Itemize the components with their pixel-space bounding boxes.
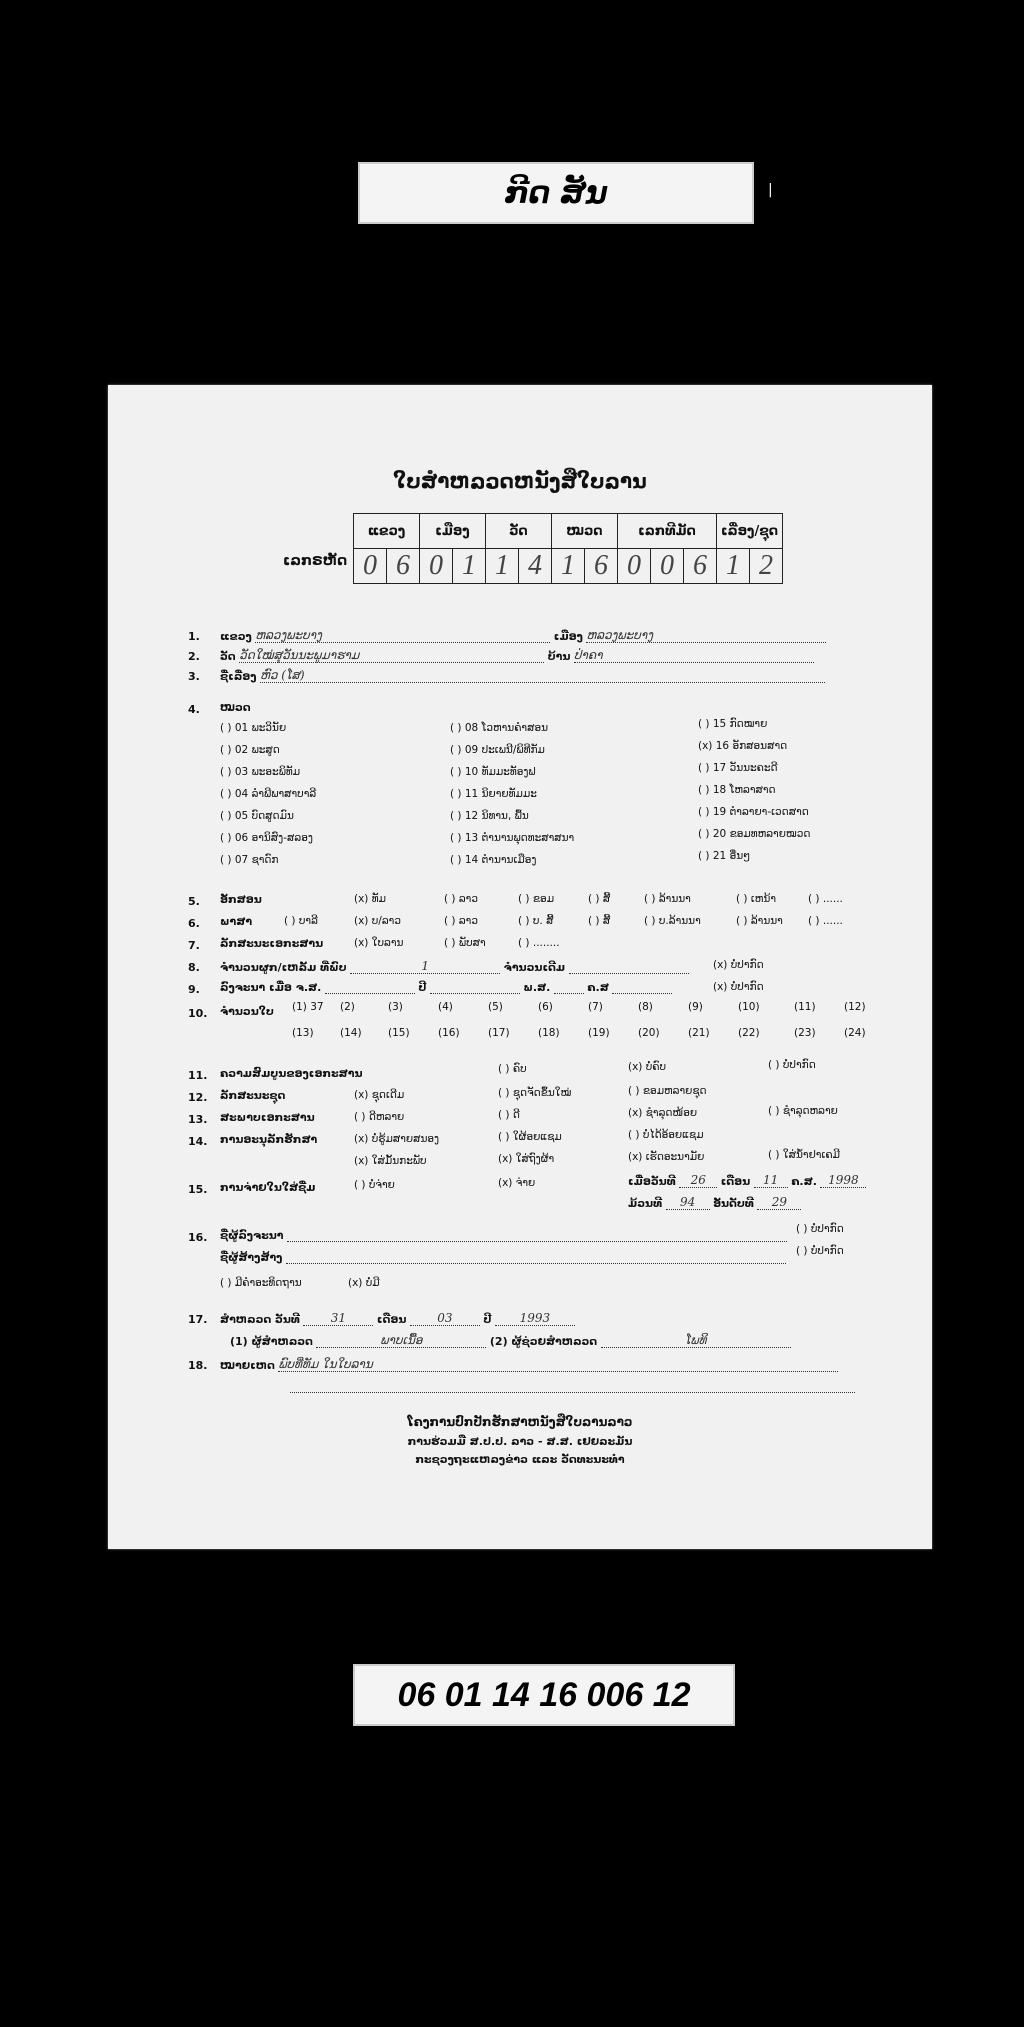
field-number: 12. [188,1091,208,1104]
field-value: 31 [303,1311,373,1326]
script-option: (x) ທັມ [354,893,386,905]
leaf-count-cell: (13) [292,1027,314,1039]
registration-table [353,513,783,584]
leaf-count-cell: (11) [794,1001,816,1013]
language-option: ( ) ບາລີ [284,915,318,927]
reg-digit: 1 [486,549,519,584]
leaf-count-cell: (7) [588,1001,603,1013]
language-option: ( ) ສີ້ [588,915,611,927]
not-shown-option: (x) ບໍ່ປາກົດ [713,981,764,993]
conservation-option: (x) ໃສ່ມັ້ນກະພັບ [354,1155,427,1167]
field-label: ພາສາ [220,915,253,928]
reg-digit: 0 [354,549,387,584]
category-option: ( ) 13 ຕຳນານພຸດທະສາສນາ [450,832,575,844]
category-option: (x) 16 ອັກສອນສາດ [698,740,788,752]
field-value: ຫົວ (ໂສ) [260,668,825,683]
field-number: 14. [188,1135,208,1148]
reg-header-province: ແຂວງ [354,514,420,549]
leaf-count-cell: (1) 37 [292,1001,324,1013]
field-value: ຫລວງພະບາງ [255,628,550,643]
field-label: ອັກສອນ [220,893,262,906]
field-number: 16. [188,1231,208,1244]
field-number: 6. [188,917,200,930]
leaf-count-cell: (16) [438,1027,460,1039]
field-number: 15. [188,1183,208,1196]
field-label: ຈຳນວນເດີມ [503,961,566,974]
field-value: ຫລວງພະບາງ [586,628,826,643]
field-label: ຊື່ເລື່ອງ [220,670,257,683]
leaf-count-cell: (3) [388,1001,403,1013]
prayer-option: ( ) ມີຄຳອະທິດຖານ [220,1277,302,1289]
leaf-count-cell: (9) [688,1001,703,1013]
corner-mark: | [768,182,773,198]
field-number: 1. [188,630,200,643]
field-value: ພົບທີ່ທັມ ໃນໃບລານ [278,1357,838,1372]
leaf-count-cell: (6) [538,1001,553,1013]
not-shown-option: (x) ບໍ່ປາກົດ [713,959,764,971]
field-label: ສຳຫລວດ ວັນທີ [220,1313,300,1326]
field-blank [430,993,520,994]
script-option: ( ) ...... [808,893,843,905]
field-label: ເມືອງ [553,630,583,643]
field-label: ຄວາມສົມບູນຂອງເອກະສານ [220,1067,363,1080]
field-sponsor [220,1251,786,1264]
field-written-date [220,981,672,994]
leaf-count-cell: (10) [738,1001,760,1013]
field-label: ຄ.ສ [587,981,609,994]
field-value: ວັດໃໝ່ສຸວັນນະພູມາຮາມ [239,648,544,663]
reg-header-category: ໝວດ [552,514,618,549]
field-value: 1993 [495,1311,575,1326]
completeness-option: ( ) ຄົບ [498,1063,527,1075]
category-option: ( ) 05 ບົດສູດມົນ [220,810,294,822]
prayer-option: (x) ບໍ່ມີ [348,1277,380,1289]
reg-digit: 1 [717,549,750,584]
category-option: ( ) 03 ພະອະພິທັມ [220,766,301,778]
reg-header-district: ເມືອງ [420,514,486,549]
category-option: ( ) 07 ຊາດົກ [220,854,279,866]
field-title [220,668,825,683]
conservation-option: ( ) ໃສ່ນ້ຳຢາເຄມີ [768,1149,840,1161]
field-value: 1 [350,959,500,974]
surveyors [230,1333,791,1348]
reg-header-bundle: ເລກທີມັດ [618,514,717,549]
form-title: ໃບສຳຫລວດຫນັງສືໃບລານ [393,469,647,493]
leaf-count-cell: (12) [844,1001,866,1013]
field-label: ແຂວງ [220,630,252,643]
field-number: 10. [188,1007,208,1020]
leaf-count-cell: (23) [794,1027,816,1039]
survey-form-sheet [108,385,932,1549]
reg-digit: 0 [651,549,684,584]
document-type-option: ( ) ........ [518,937,560,949]
leaf-count-cell: (19) [588,1027,610,1039]
category-option: ( ) 20 ຂອມທຫລາຍໝວດ [698,828,811,840]
footer-project: ໂຄງການປົກປັກຮັກສາຫນັງສືໃບລານລາວ [407,1415,633,1429]
category-option: ( ) 21 ອື່ນໆ [698,850,751,862]
field-number: 5. [188,895,200,908]
microfilm-date [628,1173,866,1188]
condition-option: ( ) ຊຳລຸດຫລາຍ [768,1105,838,1117]
field-label: ສະພາບເອກະສານ [220,1111,315,1124]
registration-code-label: 06 01 14 16 006 12 [353,1664,735,1726]
leaf-count-cell: (8) [638,1001,653,1013]
field-label: ປີ [483,1313,492,1326]
leaf-count-cell: (20) [638,1027,660,1039]
field-blank [569,973,689,974]
reg-digit: 4 [519,549,552,584]
field-label: ຈຳນວນຜູກ/ເຫລັ້ມ ທີ່ພົບ [220,961,347,974]
leaf-count-cell: (14) [340,1027,362,1039]
language-option: ( ) ບ.ລ້ານນາ [644,915,701,927]
leaf-count-cell: (21) [688,1027,710,1039]
set-type-option: (x) ຊຸດເດີມ [354,1089,405,1101]
reg-digit: 0 [618,549,651,584]
field-label: ໝວດ [220,701,251,714]
category-option: ( ) 19 ຕຳລາຍາ-ເວດສາດ [698,806,809,818]
field-label: ວັດ [220,650,236,663]
reg-header-temple: ວັດ [486,514,552,549]
leaf-count-cell: (17) [488,1027,510,1039]
category-option: ( ) 17 ວັນນະຄະດີ [698,762,778,774]
field-label: ມ້ວນທີ [628,1197,663,1210]
condition-option: ( ) ດີ [498,1109,520,1121]
field-number: 7. [188,939,200,952]
reg-digit: 6 [387,549,420,584]
microfilm-option: (x) ຈ່າຍ [498,1177,536,1189]
leaf-count-cell: (15) [388,1027,410,1039]
language-option: ( ) ລ້ານນາ [736,915,783,927]
category-option: ( ) 08 ໂວຫານຄຳສອນ [450,722,549,734]
reg-digit: 0 [420,549,453,584]
category-option: ( ) 10 ທັມມະທັອງຟ [450,766,536,778]
document-type-option: ( ) ພັບສາ [444,937,486,949]
field-province [220,628,826,643]
set-type-option: ( ) ຂອມຫລາຍຊຸດ [628,1085,707,1097]
field-number: 18. [188,1359,208,1372]
field-label: ບ້ານ [547,650,571,663]
field-number: 9. [188,983,200,996]
category-option: ( ) 12 ນິທານ, ພື້ນ [450,810,529,822]
field-label: ເດືອນ [376,1313,407,1326]
reg-digit: 6 [585,549,618,584]
not-shown-option: ( ) ບໍ່ປາກົດ [796,1245,844,1257]
field-label: (2) ຜູ້ຊ່ວຍສຳຫລວດ [489,1335,598,1348]
script-option: ( ) ລາວ [444,893,478,905]
script-option: ( ) ສີ້ [588,893,611,905]
leaf-count-cell: (5) [488,1001,503,1013]
category-option: ( ) 11 ນິຍາຍທັມມະ [450,788,537,800]
language-option: ( ) ...... [808,915,843,927]
field-number: 13. [188,1113,208,1126]
field-value: 11 [754,1173,788,1188]
field-label: ຊື່ຜູ້ລົງຈະນາ [220,1229,284,1242]
field-remarks [220,1357,838,1372]
field-label: ພ.ສ. [523,981,551,994]
field-value: ພາບເນື້ອ [316,1333,486,1348]
conservation-option: (x) ເຮັດອະນາມັຍ [628,1151,705,1163]
script-option: ( ) ຂອມ [518,893,555,905]
field-label: ຈຳນວນໃບ [220,1005,274,1018]
category-option: ( ) 01 ພະວິນັຍ [220,722,287,734]
field-scribe [220,1229,787,1242]
field-label: ລັກສະນະຊຸດ [220,1089,286,1102]
document-type-option: (x) ໃບລານ [354,937,404,949]
field-value: ໂພທິ [601,1333,791,1348]
field-blank [612,993,672,994]
conservation-option: (x) ບໍ່ຮູ້ມສາຍສນອງ [354,1133,440,1145]
microfilm-reel [628,1195,801,1210]
field-value: ປ່າຄາ [574,648,814,663]
field-label: ການຈ່າຍໃນໃສ່ຊື່ມ [220,1181,316,1194]
survey-date [220,1311,575,1326]
field-number: 17. [188,1313,208,1326]
field-number: 2. [188,650,200,663]
reg-digit: 1 [453,549,486,584]
field-label: ເມື່ອວັນທີ [628,1175,676,1188]
set-type-option: ( ) ຊຸດຈັດຂຶ້ນໃໝ່ [498,1087,572,1099]
reg-header-title: ເລື່ອງ/ຊຸດ [717,514,783,549]
field-value: 03 [410,1311,480,1326]
language-option: ( ) ບ. ສີ້ [518,915,554,927]
footer-ministry: ກະຊວງຖະແຫລງຂ່າວ ແລະ ວັດທະນະທຳ [415,1453,625,1466]
script-option: ( ) ເຫນ້າ [736,893,776,905]
script-option: ( ) ລ້ານນາ [644,893,691,905]
field-value: 1998 [820,1173,866,1188]
field-number: 8. [188,961,200,974]
reg-digit: 6 [684,549,717,584]
field-number: 4. [188,703,200,716]
completeness-option: ( ) ບໍ່ປາກົດ [768,1059,816,1071]
condition-option: ( ) ດີຫລາຍ [354,1111,405,1123]
field-label: ອັນດັບທີ [713,1197,754,1210]
field-blank [286,1263,786,1264]
field-blank [287,1241,787,1242]
field-label: ລັກສະນະເອກະສານ [220,937,324,950]
language-option: (x) ບ/ລາວ [354,915,401,927]
completeness-option: (x) ບໍ່ຄົບ [628,1061,667,1073]
field-bundle-count [220,959,689,974]
language-option: ( ) ລາວ [444,915,478,927]
footer-cooperation: ການຮ່ວມມື ສ.ປ.ປ. ລາວ - ສ.ສ. ເຢຍລະມັນ [407,1435,633,1448]
category-option: ( ) 04 ລຳພີພາສາບາລີ [220,788,317,800]
reg-digit: 2 [750,549,783,584]
category-option: ( ) 02 ພະສູດ [220,744,280,756]
not-shown-option: ( ) ບໍ່ປາກົດ [796,1223,844,1235]
field-blank [554,993,584,994]
field-blank [325,993,415,994]
leaf-count-cell: (2) [340,1001,355,1013]
leaf-count-cell: (22) [738,1027,760,1039]
remarks-line [290,1391,855,1393]
field-label: ການອະນຸລັກຮັກສາ [220,1133,318,1146]
field-label: ຄ.ສ. [791,1175,817,1188]
microfilm-option: ( ) ບໍ່ຈ່າຍ [354,1179,395,1191]
category-option: ( ) 14 ຕຳນານເມືອງ [450,854,537,866]
field-label: ປີ [418,981,427,994]
conservation-option: ( ) ບໍ່ໄດ້ອ້ອຍແຊມ [628,1129,704,1141]
leaf-count-cell: (24) [844,1027,866,1039]
leaf-count-cell: (18) [538,1027,560,1039]
field-label: ຊື່ຜູ້ສ້າງສ້າງ [220,1251,283,1264]
field-number: 11. [188,1069,208,1082]
field-label: ລົງຈະນາ ເມື່ອ ຈ.ສ. [220,981,322,994]
leaf-count-cell: (4) [438,1001,453,1013]
field-number: 3. [188,670,200,683]
category-option: ( ) 06 ອານິສົງ-ສລອງ [220,832,313,844]
conservation-option: ( ) ໃຜ້ອຍແຊມ [498,1131,562,1143]
field-value: 26 [679,1173,717,1188]
category-option: ( ) 09 ປະເພນີ/ພິທີກັມ [450,744,545,756]
registration-label: ເລກຣຫັດ [283,553,348,569]
field-temple [220,648,814,663]
field-label: ເດືອນ [720,1175,751,1188]
category-option: ( ) 18 ໂຫລາສາດ [698,784,776,796]
category-option: ( ) 15 ກົດໝາຍ [698,718,768,730]
condition-option: (x) ຊຳລຸດໜ້ອຍ [628,1107,698,1119]
header-label: ກີດ ສັນ [358,162,754,224]
reg-digit: 1 [552,549,585,584]
field-label: ໝາຍເຫດ [220,1359,275,1372]
conservation-option: (x) ໃສ່ຖົງຜ້າ [498,1153,555,1165]
field-value: 29 [757,1195,801,1210]
field-value: 94 [666,1195,710,1210]
field-label: (1) ຜູ້ສຳຫລວດ [230,1335,313,1348]
